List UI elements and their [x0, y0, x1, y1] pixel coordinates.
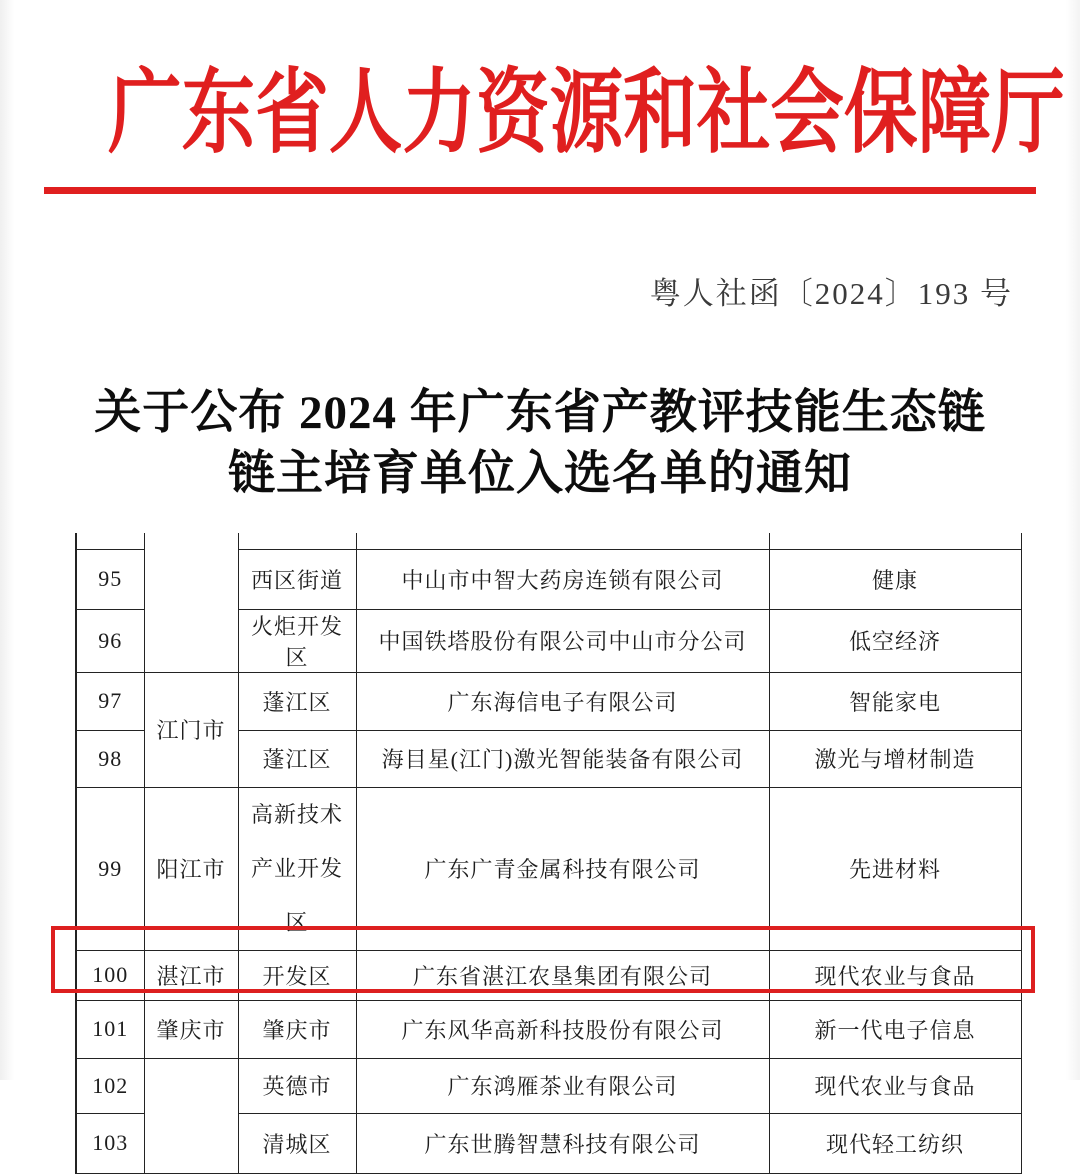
- company-cell: 广东省湛江农垦集团有限公司: [356, 950, 769, 1000]
- company-cell: 中山市中智大药房连锁有限公司: [356, 549, 769, 609]
- table-row: [76, 672, 1021, 730]
- scan-edge-shade-left: [0, 0, 14, 1080]
- district-cell: 开发区: [238, 950, 356, 1000]
- city-cell: 湛江市: [144, 950, 238, 1000]
- row-number-cell: 100: [76, 950, 144, 1000]
- industry-cell: 智能家电: [769, 672, 1021, 730]
- row-number-cell: 96: [76, 609, 144, 672]
- table-row-highlighted: [76, 1000, 1021, 1058]
- red-divider-rule: [44, 187, 1036, 194]
- row-number-cell: 103: [76, 1113, 144, 1173]
- table-row: [76, 1058, 1021, 1113]
- industry-cell: 现代农业与食品: [769, 950, 1021, 1000]
- company-cell: 广东鸿雁茶业有限公司: [356, 1058, 769, 1113]
- district-cell: 蓬江区: [238, 730, 356, 787]
- row-number-cell: 102: [76, 1058, 144, 1113]
- district-cell: [238, 533, 356, 549]
- district-cell: 火炬开发区: [238, 609, 356, 672]
- city-cell: 江门市: [144, 672, 238, 787]
- company-cell: 中国铁塔股份有限公司中山市分公司: [356, 609, 769, 672]
- company-cell: 广东世腾智慧科技有限公司: [356, 1113, 769, 1173]
- district-cell: 英德市: [238, 1058, 356, 1113]
- row-number-cell: 95: [76, 549, 144, 609]
- notice-title-line1: 关于公布 2024 年广东省产教评技能生态链: [94, 387, 986, 439]
- table-row: [76, 787, 1021, 950]
- industry-cell: 健康: [769, 549, 1021, 609]
- notice-title-line2: 链主培育单位入选名单的通知: [228, 448, 852, 500]
- city-cell: [144, 1058, 238, 1173]
- industry-cell: 先进材料: [769, 787, 1021, 950]
- notice-title: [0, 383, 1080, 505]
- district-cell: 清城区: [238, 1113, 356, 1173]
- district-cell: 高新技术产业开发区: [238, 787, 356, 950]
- table-row: [76, 950, 1021, 1000]
- company-cell: 海目星(江门)激光智能装备有限公司: [356, 730, 769, 787]
- scan-edge-shade-right: [1066, 0, 1080, 1080]
- row-number-cell: 97: [76, 672, 144, 730]
- table-row-partial: [76, 533, 1021, 549]
- district-cell: 肇庆市: [238, 1000, 356, 1058]
- city-cell: [144, 533, 238, 672]
- company-cell: 广东风华高新科技股份有限公司: [356, 1000, 769, 1058]
- industry-cell: [769, 533, 1021, 549]
- company-cell: 广东广青金属科技有限公司: [356, 787, 769, 950]
- city-cell: 肇庆市: [144, 1000, 238, 1058]
- industry-cell: 现代轻工纺织: [769, 1113, 1021, 1173]
- agency-title: 广东省人力资源和社会保障厅: [108, 62, 1065, 164]
- company-cell: 广东海信电子有限公司: [356, 672, 769, 730]
- industry-cell: 现代农业与食品: [769, 1058, 1021, 1113]
- industry-cell: 低空经济: [769, 609, 1021, 672]
- row-number-cell: [76, 533, 144, 549]
- company-cell: [356, 533, 769, 549]
- industry-cell: 新一代电子信息: [769, 1000, 1021, 1058]
- district-cell: 蓬江区: [238, 672, 356, 730]
- ranking-table: [75, 533, 1022, 1174]
- row-number-cell: 101: [76, 1000, 144, 1058]
- doc-number: 粤人社函〔2024〕193 号: [649, 276, 1013, 311]
- row-number-cell: 98: [76, 730, 144, 787]
- city-cell: 阳江市: [144, 787, 238, 950]
- row-number-cell: 99: [76, 787, 144, 950]
- industry-cell: 激光与增材制造: [769, 730, 1021, 787]
- district-cell: 西区街道: [238, 549, 356, 609]
